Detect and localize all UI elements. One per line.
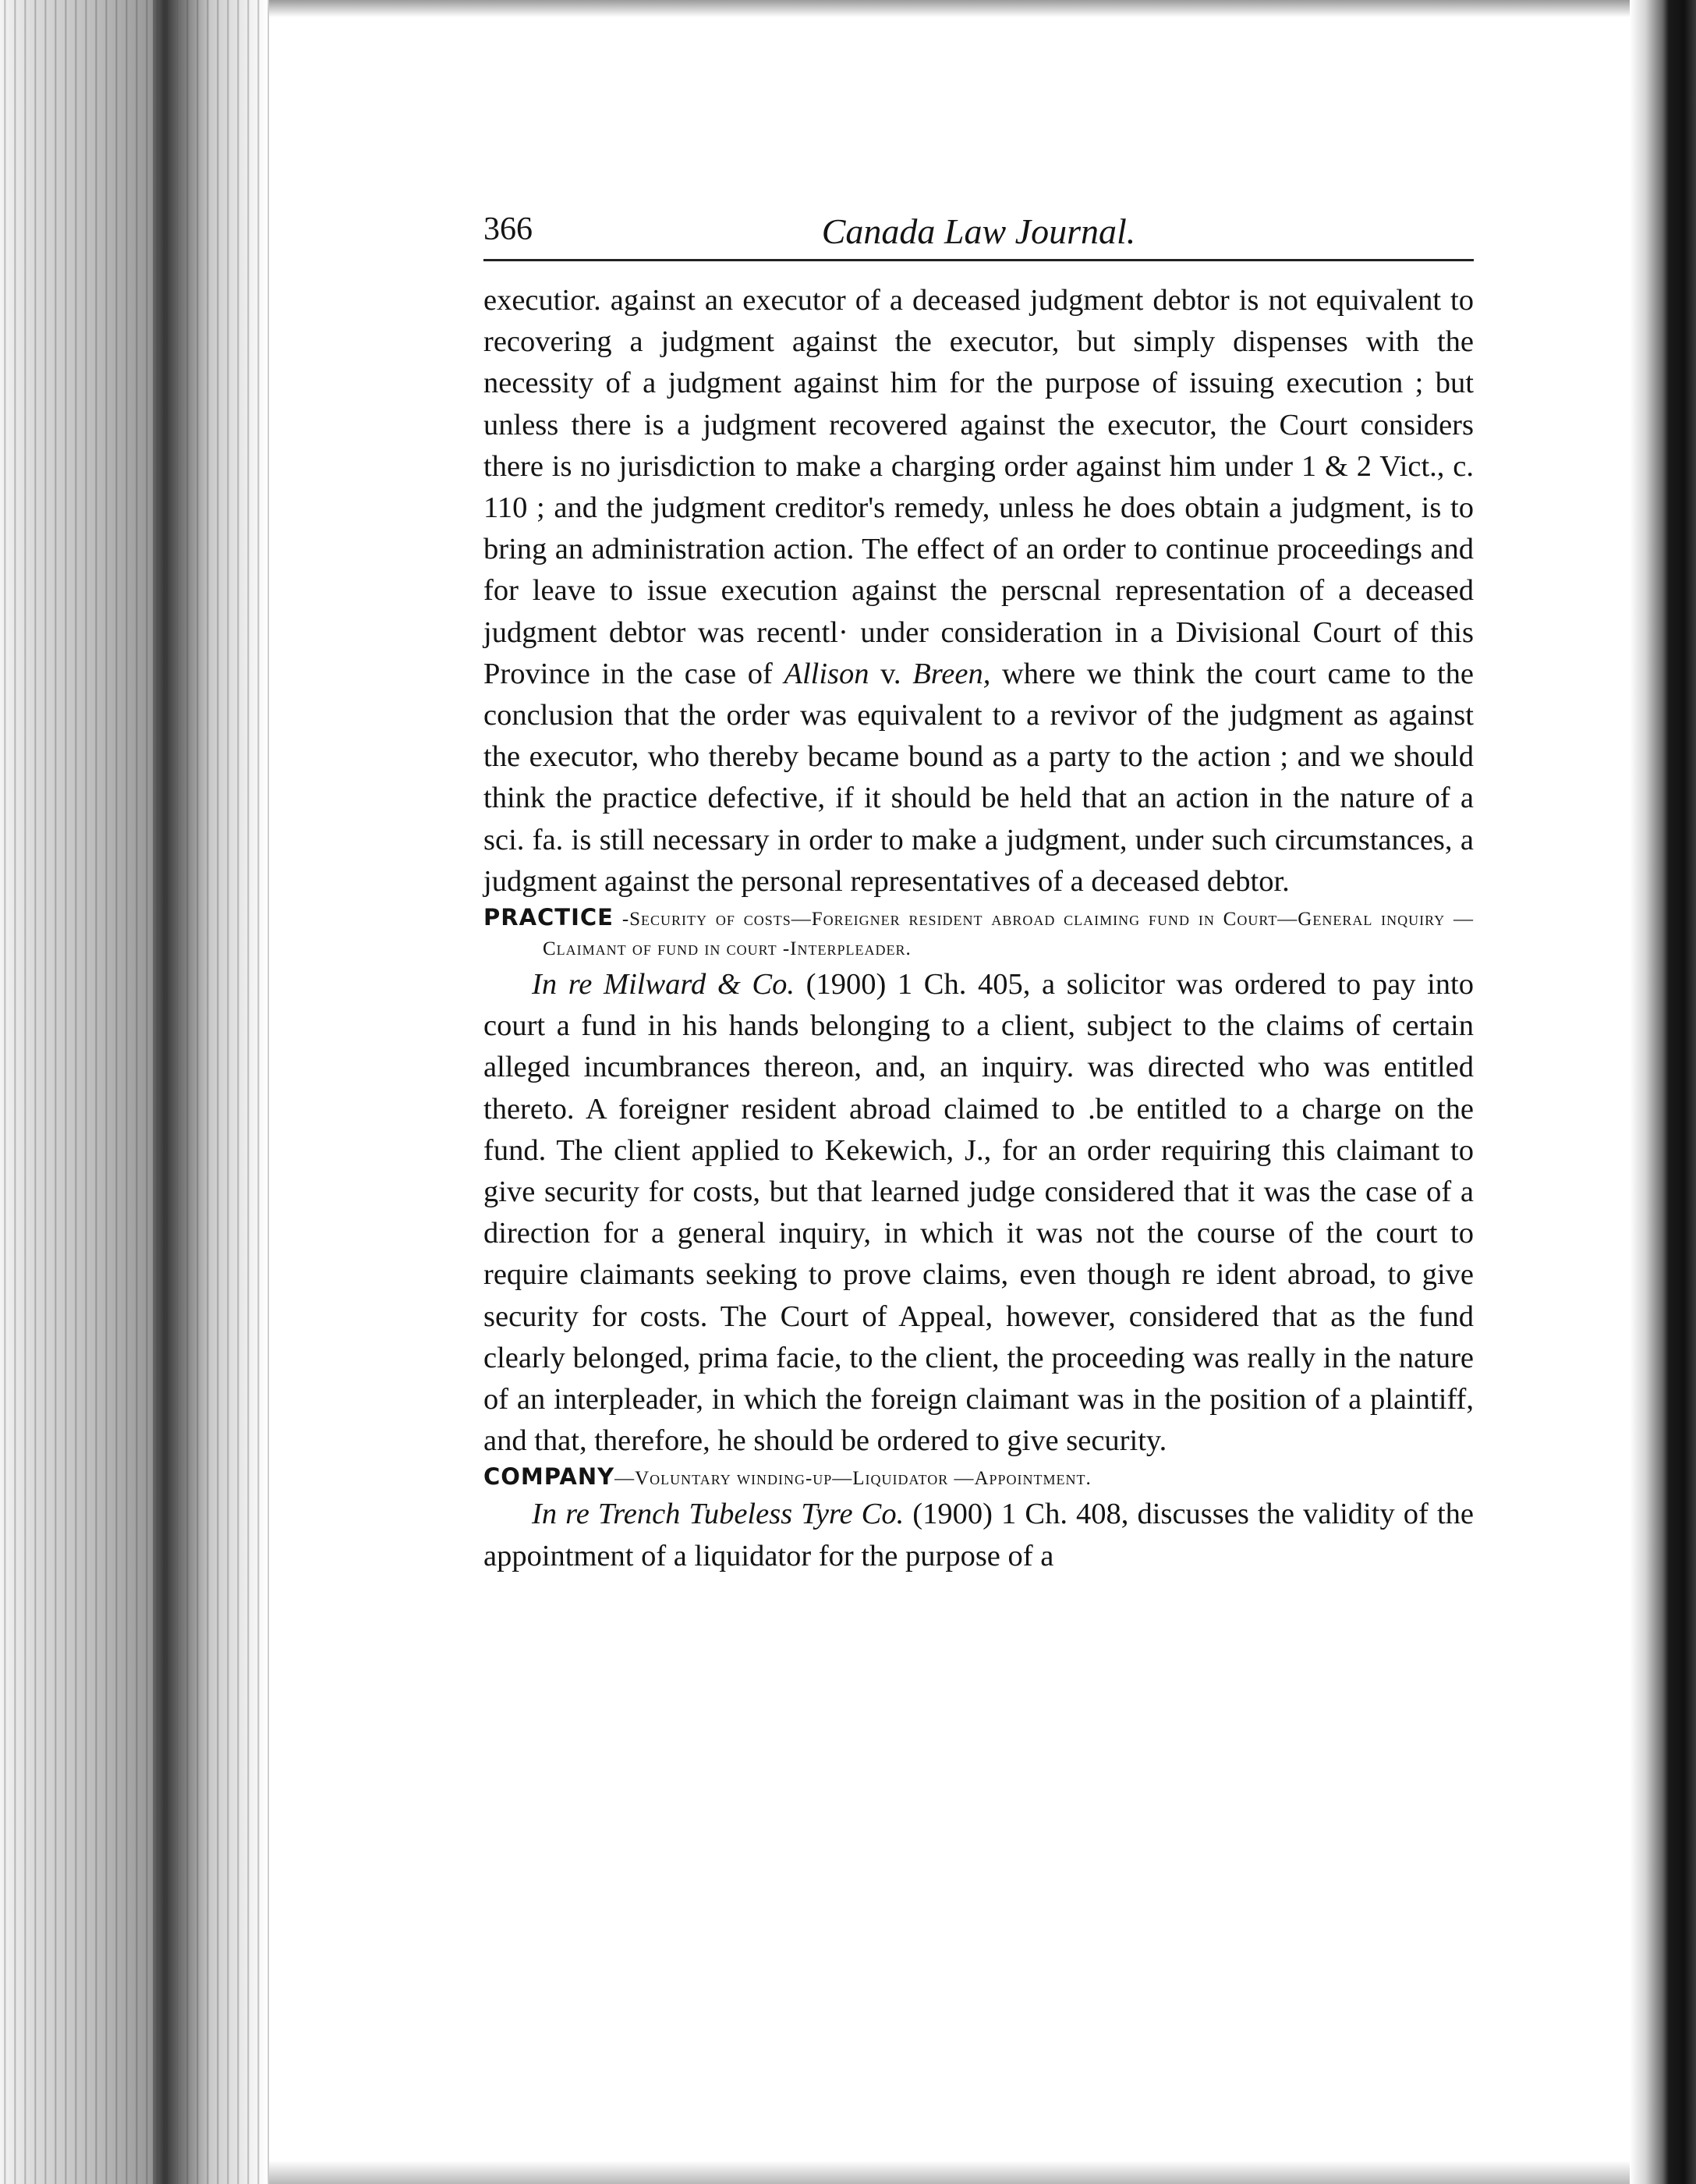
- paragraph-text: executior. against an executor of a deceased judgment debtor is not equivalent to recovering a judgment against the executor, but simply dispenses with the necessity of a judgment against him for the purpose of issuing execution ; but unless there is a judgment recovered against the executor, the Court considers there is no jurisdiction to make a charging order against him under 1 & 2 Vict., c. 110 ; and the judgment creditor's remedy, unless he does obtain a judgment, is to bring an administration action. The effect of an order to continue proceedings and for leave to issue execution against the perscnal representation of a deceased judgment debtor was recentl· under consideration in a Divisional Court of this Province in the case of: [483, 284, 1474, 690]
- section-heading-practice: [483, 902, 1474, 964]
- scan-edge-top: [269, 0, 1630, 17]
- section-heading-company: [483, 1462, 1474, 1494]
- article-body: [483, 280, 1474, 1577]
- case-name: Breen,: [912, 657, 991, 690]
- section-keyword: COMPANY: [483, 1463, 615, 1491]
- case-name: In re Trench Tubeless Tyre Co.: [532, 1498, 905, 1531]
- case-name: Allison: [784, 657, 869, 690]
- case-versus: v.: [869, 657, 913, 690]
- scan-binding-shadow-left: [0, 0, 269, 2184]
- paragraph-text: (1900) 1 Ch. 405, a solicitor was ordered to pay into court a fund in his hands belonging to a client, subject to the claims of certain alleged incumbrances thereon, and, an inquiry. was directed who was entitled thereto. A foreigner resident abroad claimed to .be entitled to a charge on the fund. The client applied to Kekewich, J., for an order requiring this claimant to give security for costs, but that learned judge considered that it was the case of a direction for a general inquiry, in which it was not the course of the court to require claimants seeking to prove claims, even though re ident abroad, to give security for costs. The Court of Appeal, however, considered that as the fund clearly belonged, prima facie, to the client, the proceeding was really in the nature of an interpleader, in which the foreign claimant was in the position of a plaintiff, and that, therefore, he should be ordered to give security.: [483, 968, 1474, 1458]
- scan-edge-right: [1630, 0, 1696, 2184]
- paragraph-trench: [483, 1494, 1474, 1576]
- section-subheading: —Voluntary winding-up—Liquidator —Appointment.: [614, 1468, 1092, 1490]
- case-name: In re Milward & Co.: [532, 968, 795, 1002]
- running-head: [483, 211, 1474, 261]
- paragraph-text: (1900) 1 Ch. 408, discusses the validity of the appointment of a liquidator for the purpose of a: [483, 1498, 1474, 1572]
- paragraph-milward: [483, 964, 1474, 1462]
- scan-edge-bottom: [269, 2161, 1630, 2184]
- section-keyword: PRACTICE: [483, 904, 614, 931]
- paragraph-text: where we think the court came to the conclusion that the order was equivalent to a revivor of the judgment as against the executor, who thereby became bound as a party to the action ; and we should think the practice defective, if it should be held that an action in the nature of a sci. fa. is still necessary in order to make a judgment, under such circumstances, a judgment against the personal representatives of a deceased debtor.: [483, 657, 1475, 898]
- page-number: 366: [483, 211, 533, 247]
- page-content: [483, 211, 1474, 1577]
- paragraph-continued: [483, 280, 1474, 902]
- journal-title: Canada Law Journal.: [821, 211, 1136, 251]
- book-spine: [153, 0, 176, 2184]
- section-subheading: -Security of costs—Foreigner resident abroad claiming fund in Court—General inquiry —Claimant of fund in court -Interpleader.: [543, 909, 1474, 960]
